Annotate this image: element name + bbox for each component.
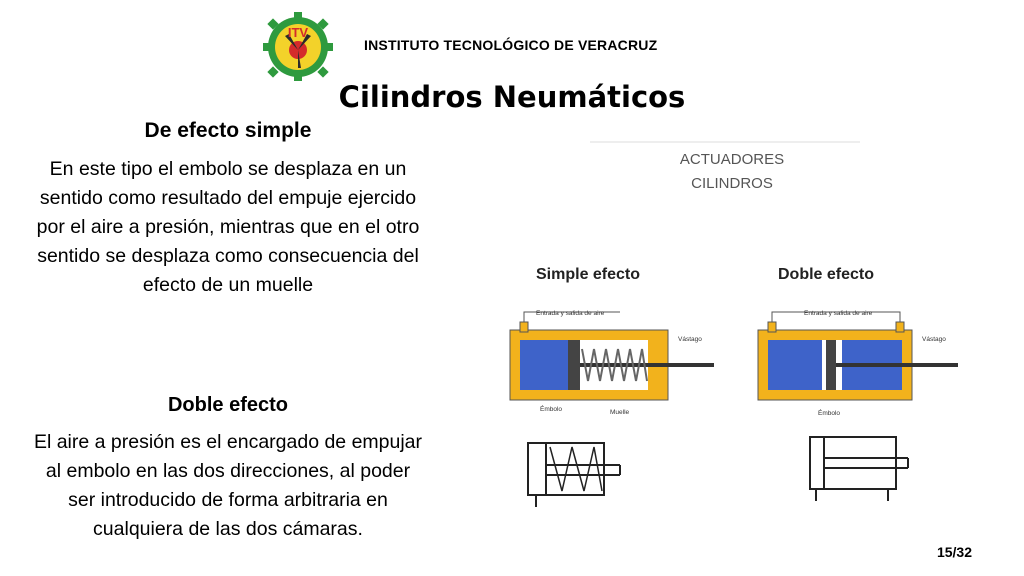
page-number: 15/32 xyxy=(936,544,972,560)
itv-logo xyxy=(255,10,341,82)
section1-title: De efecto simple xyxy=(144,119,312,142)
double-vastago-label: Vástago xyxy=(922,336,946,343)
simple-vastago-label: Vástago xyxy=(678,336,702,343)
simple-muelle-label: Muelle xyxy=(610,409,630,416)
section2-text: El aire a presión es el encargado de empujar al embolo en las dos direcciones, al poder ser introducido de forma arbitraria en cualquiera de las dos cámaras. xyxy=(33,431,423,540)
figure-heading-1: ACTUADORES xyxy=(679,151,785,168)
simple-effect-title: Simple efecto xyxy=(536,266,641,283)
double-effect-title: Doble efecto xyxy=(778,266,875,283)
double-air-label: Entrada y salida de aire xyxy=(804,310,873,317)
simple-effect-cylinder xyxy=(510,312,714,400)
cylinders-diagram xyxy=(500,135,980,525)
simple-embolo-label: Émbolo xyxy=(540,406,563,413)
gear-icon xyxy=(263,12,333,81)
logo-text: ITV xyxy=(287,25,309,40)
institute-name: INSTITUTO TECNOLÓGICO DE VERACRUZ xyxy=(364,37,658,53)
section1-text: En este tipo el embolo se desplaza en un sentido como resultado del empuje ejercido por el aire a presión, mientras que en el otro sentido se desplaza como consecuencia del efecto de un muelle xyxy=(36,158,420,296)
figure-heading-2: CILINDROS xyxy=(691,175,773,192)
double-effect-symbol xyxy=(810,437,908,501)
slide-title: Cilindros Neumáticos xyxy=(338,80,686,114)
section2-title: Doble efecto xyxy=(167,394,289,416)
simple-effect-symbol xyxy=(528,443,620,507)
simple-air-label: Entrada y salida de aire xyxy=(536,310,605,317)
double-embolo-label: Émbolo xyxy=(818,410,841,417)
double-effect-cylinder xyxy=(758,312,958,400)
